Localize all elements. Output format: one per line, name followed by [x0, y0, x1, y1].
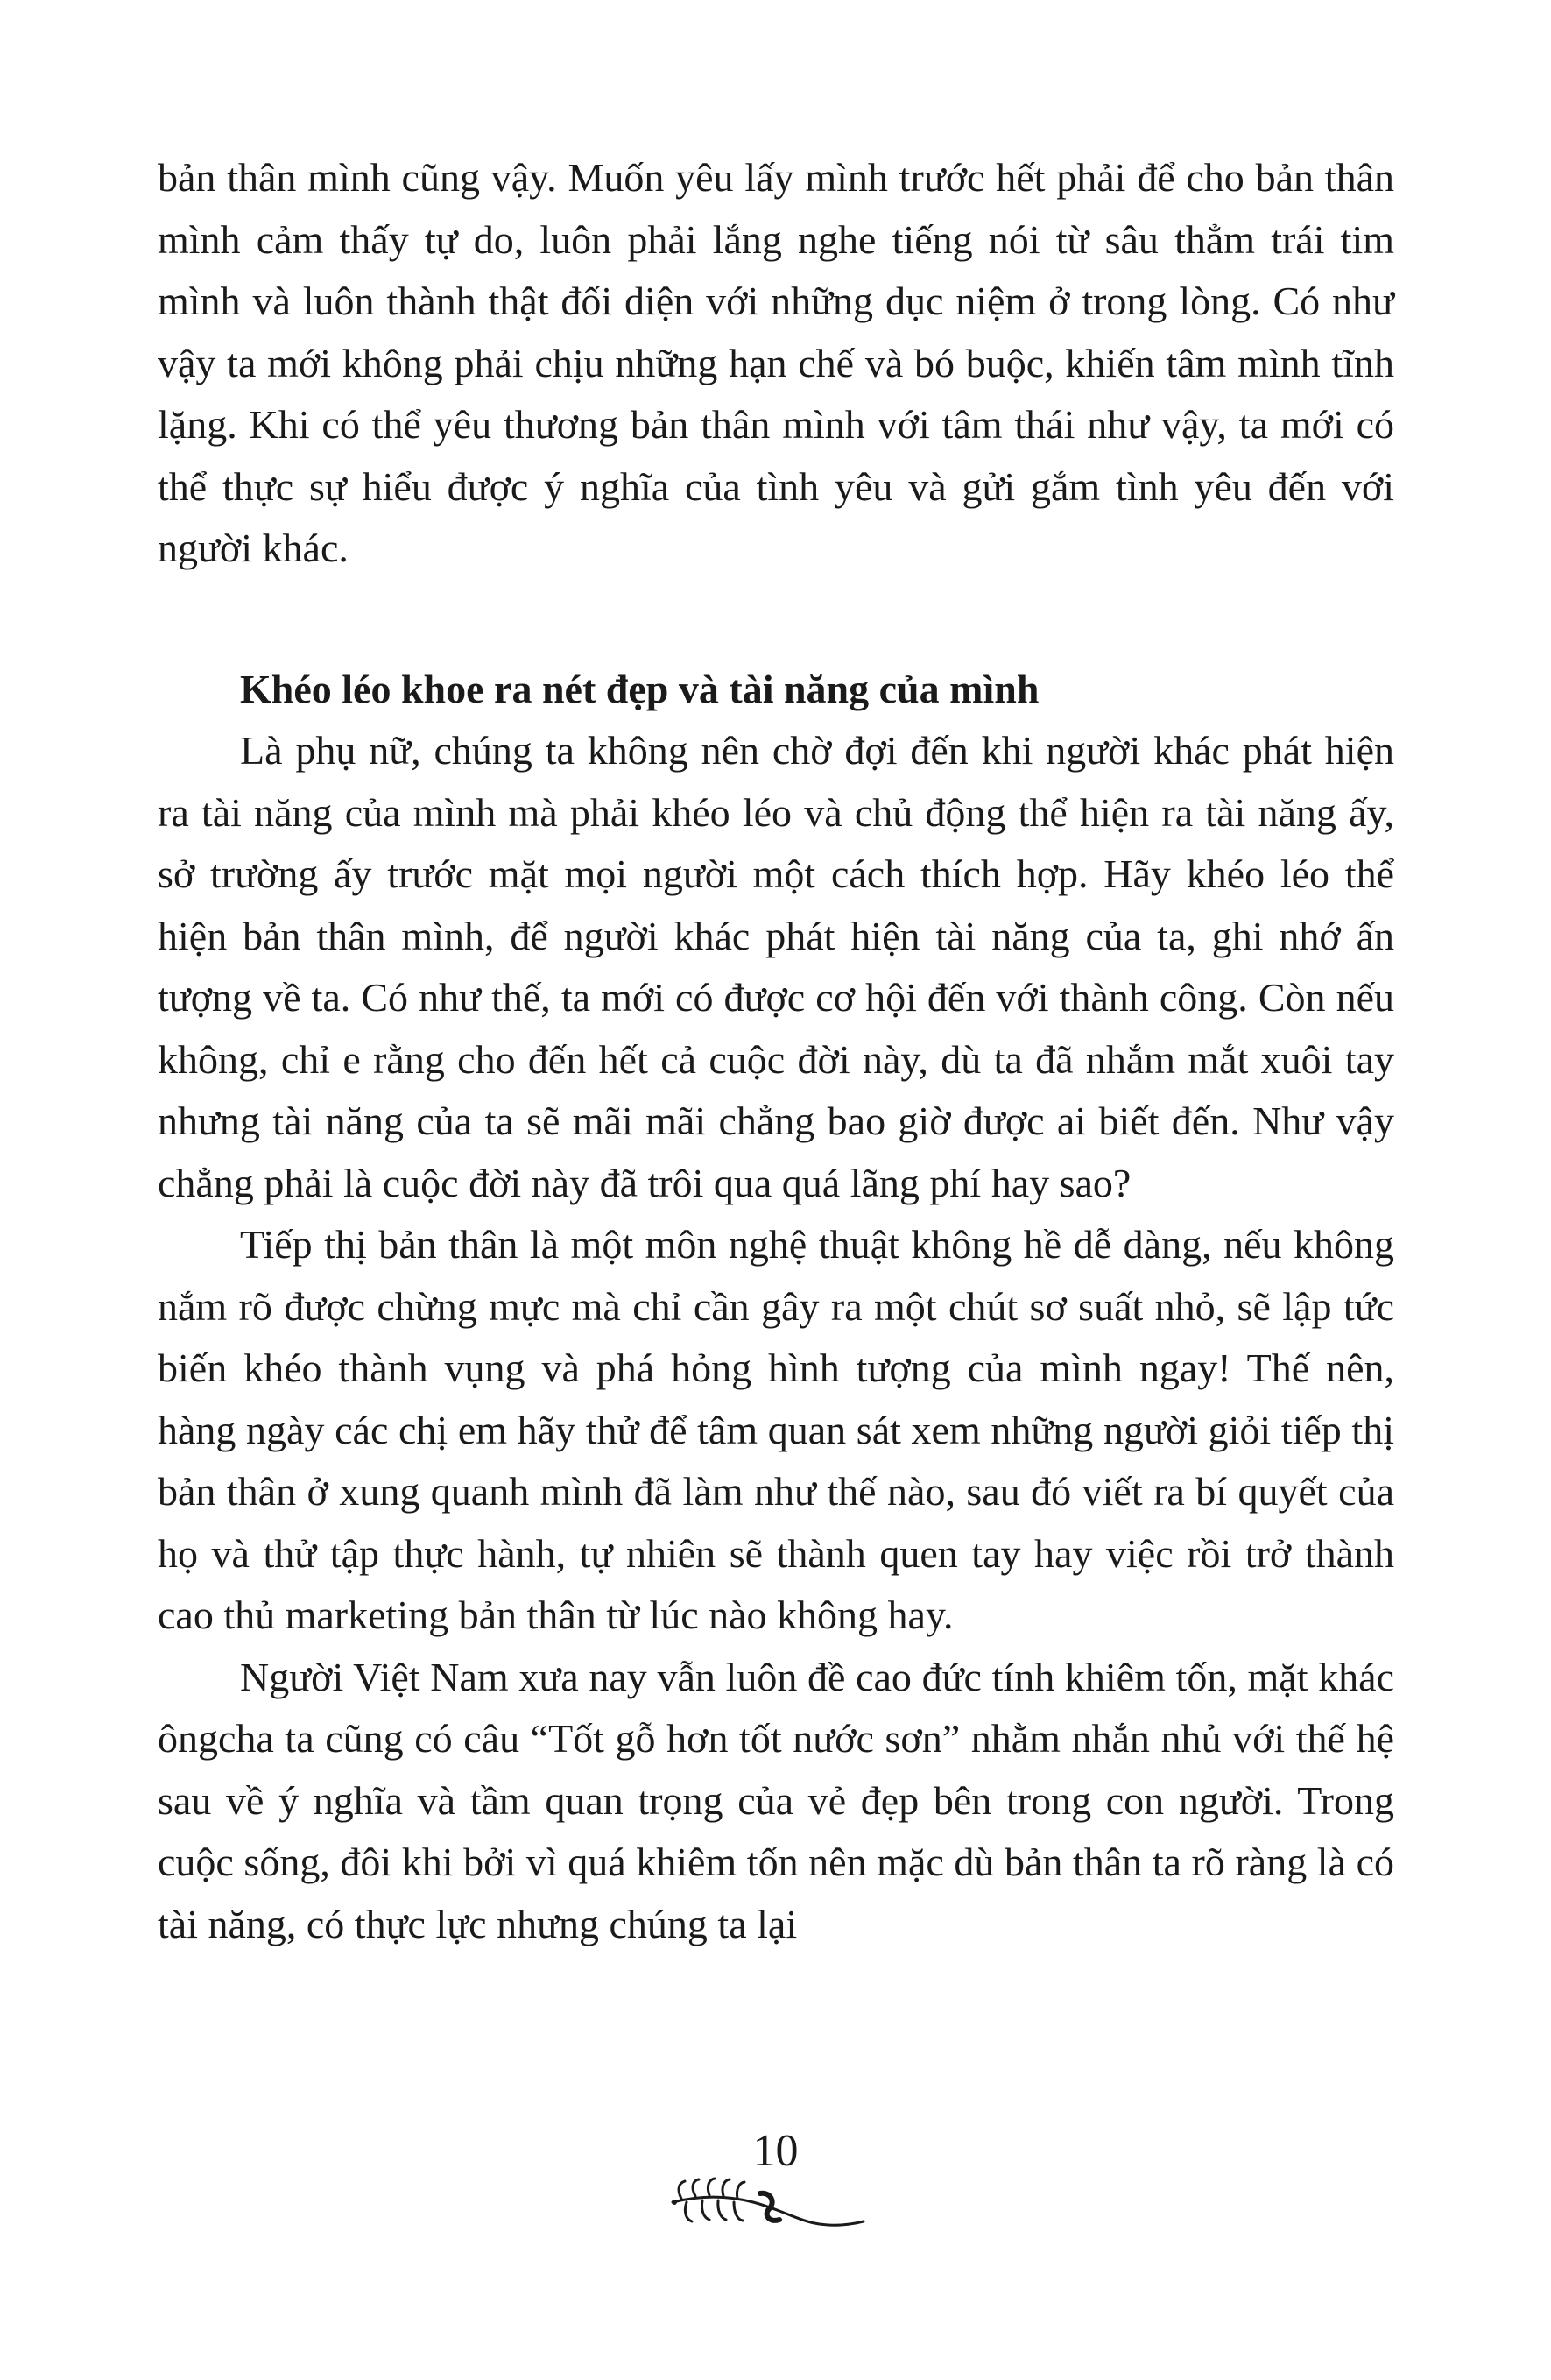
paragraph-continuation: bản thân mình cũng vậy. Muốn yêu lấy mình trước hết phải để cho bản thân mình cảm thấy tự do, luôn phải lắng nghe tiếng nói từ sâu thẳm trái tim mình và luôn thành thật đối diện với những dục niệm ở trong lòng. Có như vậy ta mới không phải chịu những hạn chế và bó buộc, khiến tâm mình tĩnh lặng. Khi có thể yêu thương bản thân mình với tâm thái như vậy, ta mới có thể thực sự hiểu được ý nghĩa của tình yêu và gửi gắm tình yêu đến với người khác. — [158, 155, 1394, 570]
page-body — [158, 147, 1394, 1955]
section-paragraph-1: Là phụ nữ, chúng ta không nên chờ đợi đến khi người khác phát hiện ra tài năng của mình mà phải khéo léo và chủ động thể hiện ra tài năng ấy, sở trường ấy trước mặt mọi người một cách thích hợp. Hãy khéo léo thể hiện bản thân mình, để người khác phát hiện tài năng của ta, ghi nhớ ấn tượng về ta. Có như thế, ta mới có được cơ hội đến với thành công. Còn nếu không, chỉ e rằng cho đến hết cả cuộc đời này, dù ta đã nhắm mắt xuôi tay nhưng tài năng của ta sẽ mãi mãi chẳng bao giờ được ai biết đến. Như vậy chẳng phải là cuộc đời này đã trôi qua quá lãng phí hay sao? — [158, 728, 1394, 1205]
page-number: 10 — [752, 2126, 799, 2176]
fern-vine-ornament-icon — [666, 2176, 867, 2237]
section-heading: Khéo léo khoe ra nét đẹp và tài năng của mình — [240, 666, 1040, 711]
page-footer — [0, 2125, 1551, 2248]
section-paragraph-2: Tiếp thị bản thân là một môn nghệ thuật không hề dễ dàng, nếu không nắm rõ được chừng mực mà chỉ cần gây ra một chút sơ suất nhỏ, sẽ lập tức biến khéo thành vụng và phá hỏng hình tượng của mình ngay! Thế nên, hàng ngày các chị em hãy thử để tâm quan sát xem những người giỏi tiếp thị bản thân ở xung quanh mình đã làm như thế nào, sau đó viết ra bí quyết của họ và thử tập thực hành, tự nhiên sẽ thành quen tay hay việc rồi trở thành cao thủ marketing bản thân từ lúc nào không hay. — [158, 1222, 1394, 1637]
section-paragraph-3: Người Việt Nam xưa nay vẫn luôn đề cao đức tính khiêm tốn, mặt khác ôngcha ta cũng có câu “Tốt gỗ hơn tốt nước sơn” nhằm nhắn nhủ với thế hệ sau về ý nghĩa và tầm quan trọng của vẻ đẹp bên trong con người. Trong cuộc sống, đôi khi bởi vì quá khiêm tốn nên mặc dù bản thân ta rõ ràng là có tài năng, có thực lực nhưng chúng ta lại — [158, 1654, 1394, 1946]
